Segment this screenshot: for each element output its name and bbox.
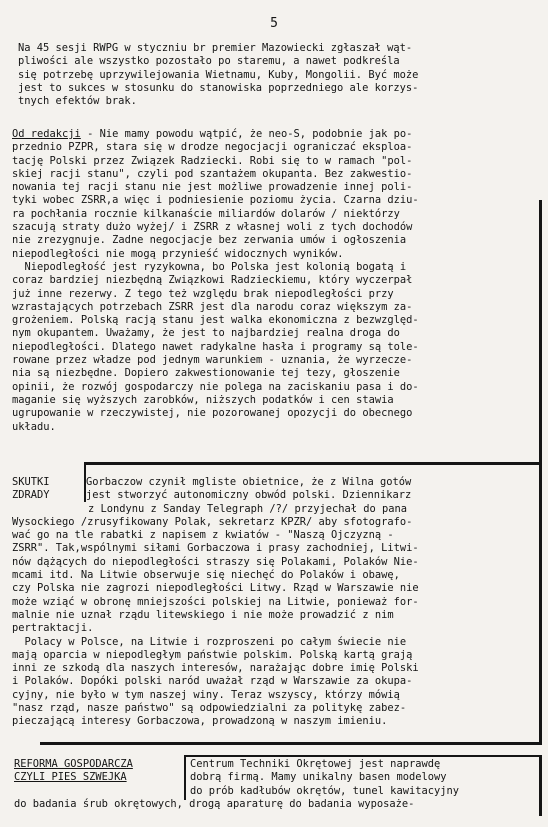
editorial-line: Niepodległość jest ryzykowna, bo Polska jest kolonią bogatą i (12, 260, 407, 273)
reforma-last-line: do badania śrub okrętowych, drogą aparaturę do badania wyposaże- (14, 797, 415, 810)
editorial-section (12, 128, 532, 434)
editorial-line: niepodległości. Dlatego nawet radykalne hasła i programy są tole- (12, 340, 419, 353)
editorial-line: nym okupantem. Uważamy, że jest to najbardziej realna droga do (12, 327, 400, 340)
editorial-label: Od redakcji (12, 128, 81, 140)
skutki-line: i Polaków. Dopóki polski naród uważał rząd w Warszawie za okupa- (12, 675, 413, 688)
skutki-line: pertraktacji. (12, 622, 94, 635)
skutki-line: nów dążących do niepodległości straszy się Polakami, Polaków Nie- (12, 555, 419, 568)
editorial-line: wzrastających potrzebach ZSRR jest dla narodu coraz większym za- (12, 300, 413, 313)
editorial-line: tyki wobec ZSRR,a więc i podniesienie poziomu życia. Czarna dziu- (12, 194, 419, 207)
skutki-line: "nasz rząd, nasze państwo" są odpowiedzialni za politykę zabez- (12, 702, 407, 715)
editorial-line: tację Polski przez Związek Radziecki. Robi się to w ramach "pol- (12, 154, 413, 167)
skutki-line: Wysockiego /zrusyfikowany Polak, sekretarz KPZR/ aby sfotografo- (12, 515, 413, 528)
skutki-line-2 (12, 489, 532, 502)
editorial-line: ra pochłania rocznie kilkanaście miliardów dolarów / niektórzy (12, 207, 400, 220)
reforma-top-rule (184, 755, 542, 757)
skutki-line: czy Polska nie zagrozi niepodległości Litwy. Rząd w Warszawie nie (12, 582, 419, 595)
editorial-line: przednio PZPR, stara się w drodze negocjacji ograniczać eksploa- (12, 141, 413, 154)
reforma-heading-2: CZYLI PIES SZWEJKA (14, 771, 127, 784)
editorial-first-line-text: - Nie mamy powodu wątpić, że neo-S, podobnie jak po- (80, 128, 413, 140)
skutki-line-3: z Londynu z Sanday Telegraph /?/ przyjechał do pana (88, 502, 408, 515)
editorial-line: maganie się wyższych zarobków, niższych podatków i cen stawia (12, 393, 394, 406)
editorial-side-rule (539, 200, 542, 462)
editorial-line: nowania tej racji stanu nie jest możliwe prowadzenie innej poli- (12, 181, 413, 194)
reforma-first-line-1: Centrum Techniki Okrętowej jest naprawdę (190, 758, 441, 770)
skutki-top-rule (86, 462, 542, 465)
skutki-line: cyjny, nie było w tym naszej winy. Teraz wszyscy, którzy mówią (12, 688, 400, 701)
skutki-line: mają oparcia w niepodległym państwie polskim. Polską kartą grają (12, 648, 413, 661)
page-number: 5 (270, 16, 278, 31)
reforma-first-line-2: dobrą firmą. Mamy unikalny basen modelowy (190, 771, 447, 784)
editorial-line: nia są niezbędne. Dopiero zakwestionowanie tej tezy, głoszenie (12, 367, 400, 380)
reforma-section (14, 758, 534, 811)
skutki-line: Polacy w Polsce, na Litwie i rozproszeni po całym świecie nie (12, 635, 407, 648)
editorial-line: ugrupowanie w rzeczywistej, nie pozorowanej opozycji do obecnego (12, 407, 413, 420)
skutki-line: pieczającą interesy Gorbaczowa, prowadzoną w naszym imieniu. (12, 715, 388, 728)
skutki-line: malnie nie uznał rządu litewskiego i nie może prowadzić z nim (12, 608, 394, 621)
intro-line: jest to sukces w stosunku do stanowiska poprzedniego ale korzys- (18, 81, 419, 94)
editorial-body (12, 141, 532, 434)
editorial-first-line (12, 128, 532, 141)
skutki-line-1 (12, 476, 532, 489)
editorial-line: opinii, że rozwój gospodarczy nie polega na zaciskaniu pasa i do- (12, 380, 419, 393)
editorial-line: nie zrezygnuje. Żadne negocjacje bez zerwania umów i ogłoszenia (12, 234, 407, 247)
skutki-first-line-1: Gorbaczow czynił mgliste obietnice, że z Wilna gotów (86, 476, 412, 488)
reforma-right-rule (539, 756, 542, 816)
editorial-line: układu. (12, 420, 56, 433)
editorial-line: grożeniem. Polską racją stanu jest walka ekonomiczna z bezwzględ- (12, 314, 419, 327)
skutki-line: może wziąć w obronę mniejszości polskiej na Litwie, ponieważ for- (12, 595, 419, 608)
editorial-line: niepodległości nie mogą przynieść widocznych wyników. (12, 247, 344, 260)
skutki-line: mcami itd. Na Litwie obserwuje się niechęć do Polaków i obawę, (12, 569, 400, 582)
reforma-line-3: do prób kadłubów okrętów, tunel kawitacyjny (190, 784, 459, 797)
skutki-line: wać go na tle rabatki z napisem z kwiatów - "Naszą Ojczyzną - (12, 529, 394, 542)
skutki-heading-1: SKUTKI (12, 476, 50, 488)
skutki-first-line-2: jest stworzyć autonomiczny obwód polski. Dziennikarz (86, 489, 412, 502)
skutki-section (12, 476, 532, 729)
reforma-heading-1: REFORMA GOSPODARCZA (14, 758, 133, 770)
skutki-line: ZSRR". Tak,wspólnymi siłami Gorbaczowa i prasy zachodniej, Litwi- (12, 542, 419, 555)
editorial-line: skiej racji stanu", czyli pod szantażem okupanta. Bez zakwestio- (12, 167, 413, 180)
reforma-line-2 (14, 771, 534, 784)
skutki-bottom-rule (40, 742, 542, 745)
skutki-body (12, 516, 532, 729)
skutki-line: inni ze szkodą dla naszych interesów, narażając dobre imię Polski (12, 662, 419, 675)
skutki-right-rule (539, 462, 542, 744)
skutki-heading-2: ZDRADY (12, 489, 50, 502)
editorial-line: szacują straty dużo wyżej/ i ZSRR z własnej woli z tych dochodów (12, 221, 413, 234)
intro-line: Na 45 sesji RWPG w styczniu br premier Mazowiecki zgłaszał wąt- (18, 42, 413, 54)
editorial-line: coraz bardziej niezbędną Związkowi Radzieckiemu, który wyczerpał (12, 274, 413, 287)
editorial-line: rowane przez władze pod jednym warunkiem - uznania, że wyrzecze- (12, 354, 413, 367)
intro-line: tnych efektów brak. (18, 95, 137, 108)
intro-paragraph (18, 42, 530, 108)
intro-line: się potrzebę uprzywilejowania Wietnamu, Kuby, Mongolii. Być może (18, 68, 419, 81)
editorial-line: już inne rezerwy. Z tego też względu brak niepodległości przy (12, 287, 394, 300)
reforma-line-1 (14, 758, 534, 771)
intro-line: pliwości ale wszystko pozostało po staremu, a nawet podkreśla (18, 55, 400, 68)
